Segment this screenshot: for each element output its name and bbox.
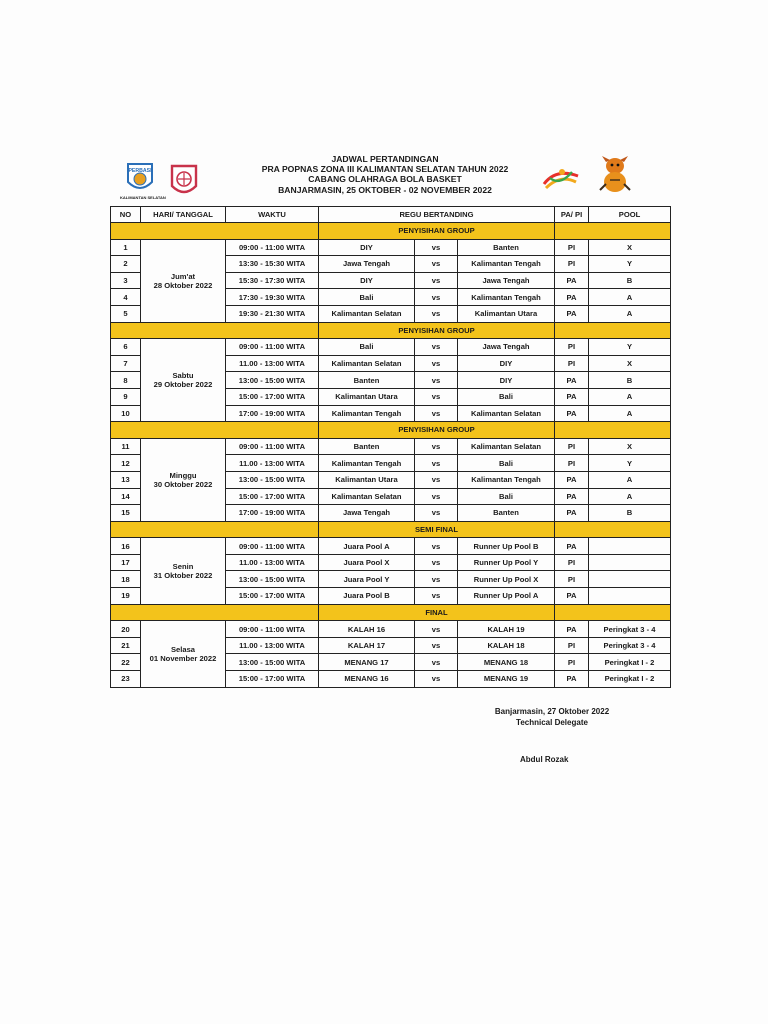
pool-value: A bbox=[589, 405, 671, 422]
title-line-3: CABANG OLAHRAGA BOLA BASKET bbox=[308, 174, 462, 185]
team-away: Runner Up Pool X bbox=[458, 571, 555, 588]
match-number: 17 bbox=[111, 554, 141, 571]
pa-pi-value: PA bbox=[555, 488, 589, 505]
pool-value: A bbox=[589, 289, 671, 306]
column-header: POOL bbox=[589, 207, 671, 223]
match-number: 7 bbox=[111, 355, 141, 372]
team-away: Runner Up Pool A bbox=[458, 588, 555, 605]
match-time: 11.00 - 13:00 WITA bbox=[226, 355, 319, 372]
perbasi-logo-text: PERBASI bbox=[128, 168, 152, 174]
pool-value: X bbox=[589, 355, 671, 372]
match-number: 1 bbox=[111, 239, 141, 256]
table-row bbox=[111, 239, 671, 256]
day-date-cell bbox=[141, 538, 226, 604]
match-number: 20 bbox=[111, 621, 141, 638]
table-row bbox=[111, 621, 671, 638]
pool-value: X bbox=[589, 438, 671, 455]
day-name: Minggu bbox=[169, 470, 197, 480]
versus-label: vs bbox=[415, 438, 458, 455]
pa-pi-value: PI bbox=[555, 554, 589, 571]
day-date-cell bbox=[141, 239, 226, 322]
day-date-cell bbox=[141, 621, 226, 687]
team-away: Runner Up Pool Y bbox=[458, 554, 555, 571]
versus-label: vs bbox=[415, 671, 458, 688]
pa-pi-value: PI bbox=[555, 339, 589, 356]
team-away: MENANG 18 bbox=[458, 654, 555, 671]
section-blank bbox=[555, 521, 671, 538]
title-line-2: PRA POPNAS ZONA III KALIMANTAN SELATAN TAHUN 2022 bbox=[261, 164, 509, 175]
team-away: DIY bbox=[458, 372, 555, 389]
pa-pi-value: PA bbox=[555, 405, 589, 422]
match-time: 11.00 - 13:00 WITA bbox=[226, 455, 319, 472]
column-header: REGU BERTANDING bbox=[319, 207, 555, 223]
table-row bbox=[111, 339, 671, 356]
section-row bbox=[111, 322, 671, 339]
pool-value: Peringkat 3 - 4 bbox=[589, 621, 671, 638]
pool-value bbox=[589, 588, 671, 605]
day-date-cell bbox=[141, 438, 226, 521]
pa-pi-value: PA bbox=[555, 388, 589, 405]
match-number: 9 bbox=[111, 388, 141, 405]
team-home: Kalimantan Tengah bbox=[319, 455, 415, 472]
team-away: DIY bbox=[458, 355, 555, 372]
team-home: Bali bbox=[319, 289, 415, 306]
pool-value: A bbox=[589, 488, 671, 505]
match-time: 11.00 - 13:00 WITA bbox=[226, 554, 319, 571]
team-home: Jawa Tengah bbox=[319, 505, 415, 522]
section-title: PENYISIHAN GROUP bbox=[319, 322, 555, 339]
schedule-body bbox=[111, 223, 671, 688]
team-away: KALAH 18 bbox=[458, 637, 555, 654]
match-time: 15:30 - 17:30 WITA bbox=[226, 272, 319, 289]
match-time: 17:30 - 19:30 WITA bbox=[226, 289, 319, 306]
match-number: 6 bbox=[111, 339, 141, 356]
section-title: SEMI FINAL bbox=[319, 521, 555, 538]
document-header bbox=[110, 150, 670, 206]
signature-block bbox=[472, 706, 632, 728]
pa-pi-value: PI bbox=[555, 438, 589, 455]
section-title: FINAL bbox=[319, 604, 555, 621]
team-away: Bali bbox=[458, 488, 555, 505]
pool-value bbox=[589, 554, 671, 571]
versus-label: vs bbox=[415, 505, 458, 522]
section-title: PENYISIHAN GROUP bbox=[319, 223, 555, 240]
pool-value bbox=[589, 538, 671, 555]
team-away: Banten bbox=[458, 505, 555, 522]
versus-label: vs bbox=[415, 538, 458, 555]
pa-pi-value: PI bbox=[555, 455, 589, 472]
team-home: Juara Pool X bbox=[319, 554, 415, 571]
pa-pi-value: PI bbox=[555, 355, 589, 372]
match-time: 19:30 - 21:30 WITA bbox=[226, 305, 319, 322]
team-home: Kalimantan Utara bbox=[319, 388, 415, 405]
match-number: 5 bbox=[111, 305, 141, 322]
match-number: 4 bbox=[111, 289, 141, 306]
table-row bbox=[111, 438, 671, 455]
team-home: KALAH 17 bbox=[319, 637, 415, 654]
team-home: Kalimantan Utara bbox=[319, 471, 415, 488]
team-home: DIY bbox=[319, 272, 415, 289]
versus-label: vs bbox=[415, 289, 458, 306]
pool-value: Peringkat I - 2 bbox=[589, 654, 671, 671]
match-time: 09:00 - 11:00 WITA bbox=[226, 239, 319, 256]
match-number: 13 bbox=[111, 471, 141, 488]
team-home: Juara Pool B bbox=[319, 588, 415, 605]
versus-label: vs bbox=[415, 471, 458, 488]
team-home: Juara Pool A bbox=[319, 538, 415, 555]
match-number: 14 bbox=[111, 488, 141, 505]
match-number: 21 bbox=[111, 637, 141, 654]
mascot-logo bbox=[598, 154, 632, 196]
versus-label: vs bbox=[415, 256, 458, 273]
match-number: 2 bbox=[111, 256, 141, 273]
section-blank bbox=[111, 604, 319, 621]
versus-label: vs bbox=[415, 588, 458, 605]
team-home: Juara Pool Y bbox=[319, 571, 415, 588]
team-away: Kalimantan Selatan bbox=[458, 438, 555, 455]
pa-pi-value: PA bbox=[555, 272, 589, 289]
section-row bbox=[111, 521, 671, 538]
team-away: MENANG 19 bbox=[458, 671, 555, 688]
match-number: 11 bbox=[111, 438, 141, 455]
versus-label: vs bbox=[415, 339, 458, 356]
versus-label: vs bbox=[415, 239, 458, 256]
match-number: 19 bbox=[111, 588, 141, 605]
day-name: Jum'at bbox=[170, 271, 196, 281]
pa-pi-value: PA bbox=[555, 621, 589, 638]
team-away: Jawa Tengah bbox=[458, 339, 555, 356]
match-number: 23 bbox=[111, 671, 141, 688]
match-time: 13:00 - 15:00 WITA bbox=[226, 372, 319, 389]
pool-value: A bbox=[589, 471, 671, 488]
match-time: 09:00 - 11:00 WITA bbox=[226, 438, 319, 455]
pa-pi-value: PI bbox=[555, 637, 589, 654]
pa-pi-value: PI bbox=[555, 256, 589, 273]
column-header: NO bbox=[111, 207, 141, 223]
section-blank bbox=[111, 422, 319, 439]
section-title: PENYISIHAN GROUP bbox=[319, 422, 555, 439]
match-time: 11.00 - 13:00 WITA bbox=[226, 637, 319, 654]
day-date: 31 Oktober 2022 bbox=[153, 570, 213, 580]
versus-label: vs bbox=[415, 654, 458, 671]
column-header: PA/ PI bbox=[555, 207, 589, 223]
day-date: 29 Oktober 2022 bbox=[153, 380, 213, 390]
section-blank bbox=[555, 604, 671, 621]
match-time: 15:00 - 17:00 WITA bbox=[226, 588, 319, 605]
kalsel-emblem-logo bbox=[168, 162, 200, 198]
day-name: Senin bbox=[172, 561, 194, 571]
versus-label: vs bbox=[415, 554, 458, 571]
team-away: Jawa Tengah bbox=[458, 272, 555, 289]
pa-pi-value: PA bbox=[555, 289, 589, 306]
pa-pi-value: PI bbox=[555, 654, 589, 671]
versus-label: vs bbox=[415, 355, 458, 372]
match-number: 18 bbox=[111, 571, 141, 588]
team-home: KALAH 16 bbox=[319, 621, 415, 638]
section-blank bbox=[111, 223, 319, 240]
team-home: DIY bbox=[319, 239, 415, 256]
popnas-logo bbox=[542, 164, 580, 192]
pool-value: A bbox=[589, 388, 671, 405]
pa-pi-value: PA bbox=[555, 305, 589, 322]
document-title bbox=[220, 154, 550, 195]
team-away: Bali bbox=[458, 388, 555, 405]
schedule-table bbox=[110, 206, 671, 688]
versus-label: vs bbox=[415, 571, 458, 588]
team-away: Kalimantan Tengah bbox=[458, 256, 555, 273]
pool-value: B bbox=[589, 272, 671, 289]
pool-value: B bbox=[589, 505, 671, 522]
team-away: Kalimantan Selatan bbox=[458, 405, 555, 422]
pool-value: A bbox=[589, 305, 671, 322]
versus-label: vs bbox=[415, 272, 458, 289]
versus-label: vs bbox=[415, 305, 458, 322]
day-date: 30 Oktober 2022 bbox=[153, 479, 213, 489]
pool-value: X bbox=[589, 239, 671, 256]
pa-pi-value: PA bbox=[555, 671, 589, 688]
team-home: Kalimantan Selatan bbox=[319, 488, 415, 505]
section-blank bbox=[111, 521, 319, 538]
team-away: Bali bbox=[458, 455, 555, 472]
match-time: 09:00 - 11:00 WITA bbox=[226, 538, 319, 555]
pa-pi-value: PA bbox=[555, 538, 589, 555]
day-date: 28 Oktober 2022 bbox=[153, 280, 213, 290]
table-header-row bbox=[111, 207, 671, 223]
signature-role: Technical Delegate bbox=[516, 718, 588, 727]
section-blank bbox=[111, 322, 319, 339]
match-time: 15:00 - 17:00 WITA bbox=[226, 488, 319, 505]
match-number: 15 bbox=[111, 505, 141, 522]
day-date: 01 November 2022 bbox=[149, 653, 217, 663]
team-home: Banten bbox=[319, 438, 415, 455]
match-number: 3 bbox=[111, 272, 141, 289]
perbasi-caption: KALIMANTAN SELATAN bbox=[120, 195, 166, 200]
pa-pi-value: PA bbox=[555, 471, 589, 488]
match-time: 15:00 - 17:00 WITA bbox=[226, 388, 319, 405]
versus-label: vs bbox=[415, 372, 458, 389]
title-line-1: JADWAL PERTANDINGAN bbox=[331, 154, 439, 164]
pool-value: Y bbox=[589, 256, 671, 273]
pool-value: Y bbox=[589, 339, 671, 356]
match-time: 15:00 - 17:00 WITA bbox=[226, 671, 319, 688]
team-home: Bali bbox=[319, 339, 415, 356]
match-time: 13:30 - 15:30 WITA bbox=[226, 256, 319, 273]
versus-label: vs bbox=[415, 488, 458, 505]
team-home: MENANG 17 bbox=[319, 654, 415, 671]
team-away: Kalimantan Utara bbox=[458, 305, 555, 322]
section-blank bbox=[555, 322, 671, 339]
column-header: WAKTU bbox=[226, 207, 319, 223]
perbasi-logo bbox=[126, 162, 154, 194]
versus-label: vs bbox=[415, 455, 458, 472]
match-number: 12 bbox=[111, 455, 141, 472]
match-number: 8 bbox=[111, 372, 141, 389]
pa-pi-value: PI bbox=[555, 239, 589, 256]
column-header: HARI/ TANGGAL bbox=[141, 207, 226, 223]
team-home: Banten bbox=[319, 372, 415, 389]
signatory-name: Abdul Rozak bbox=[520, 755, 569, 764]
match-time: 13:00 - 15:00 WITA bbox=[226, 571, 319, 588]
versus-label: vs bbox=[415, 405, 458, 422]
versus-label: vs bbox=[415, 621, 458, 638]
match-number: 16 bbox=[111, 538, 141, 555]
match-number: 22 bbox=[111, 654, 141, 671]
match-number: 10 bbox=[111, 405, 141, 422]
team-home: Jawa Tengah bbox=[319, 256, 415, 273]
match-time: 17:00 - 19:00 WITA bbox=[226, 505, 319, 522]
pa-pi-value: PA bbox=[555, 372, 589, 389]
pool-value: Y bbox=[589, 455, 671, 472]
pool-value: Peringkat I - 2 bbox=[589, 671, 671, 688]
team-away: KALAH 19 bbox=[458, 621, 555, 638]
pa-pi-value: PI bbox=[555, 571, 589, 588]
day-name: Sabtu bbox=[172, 371, 194, 381]
versus-label: vs bbox=[415, 388, 458, 405]
pool-value bbox=[589, 571, 671, 588]
section-row bbox=[111, 422, 671, 439]
signature-place-date: Banjarmasin, 27 Oktober 2022 bbox=[494, 707, 610, 716]
team-home: Kalimantan Selatan bbox=[319, 305, 415, 322]
pool-value: B bbox=[589, 372, 671, 389]
pa-pi-value: PA bbox=[555, 588, 589, 605]
pa-pi-value: PA bbox=[555, 505, 589, 522]
day-name: Selasa bbox=[170, 644, 196, 654]
team-home: Kalimantan Selatan bbox=[319, 355, 415, 372]
section-row bbox=[111, 604, 671, 621]
team-away: Banten bbox=[458, 239, 555, 256]
pool-value: Peringkat 3 - 4 bbox=[589, 637, 671, 654]
section-blank bbox=[555, 422, 671, 439]
section-row bbox=[111, 223, 671, 240]
day-date-cell bbox=[141, 339, 226, 422]
team-home: MENANG 16 bbox=[319, 671, 415, 688]
team-home: Kalimantan Tengah bbox=[319, 405, 415, 422]
title-line-4: BANJARMASIN, 25 OKTOBER - 02 NOVEMBER 2022 bbox=[278, 184, 492, 195]
versus-label: vs bbox=[415, 637, 458, 654]
match-time: 13:00 - 15:00 WITA bbox=[226, 471, 319, 488]
match-time: 13:00 - 15:00 WITA bbox=[226, 654, 319, 671]
table-row bbox=[111, 538, 671, 555]
match-time: 17:00 - 19:00 WITA bbox=[226, 405, 319, 422]
team-away: Kalimantan Tengah bbox=[458, 289, 555, 306]
match-time: 09:00 - 11:00 WITA bbox=[226, 621, 319, 638]
team-away: Kalimantan Tengah bbox=[458, 471, 555, 488]
section-blank bbox=[555, 223, 671, 240]
match-time: 09:00 - 11:00 WITA bbox=[226, 339, 319, 356]
team-away: Runner Up Pool B bbox=[458, 538, 555, 555]
